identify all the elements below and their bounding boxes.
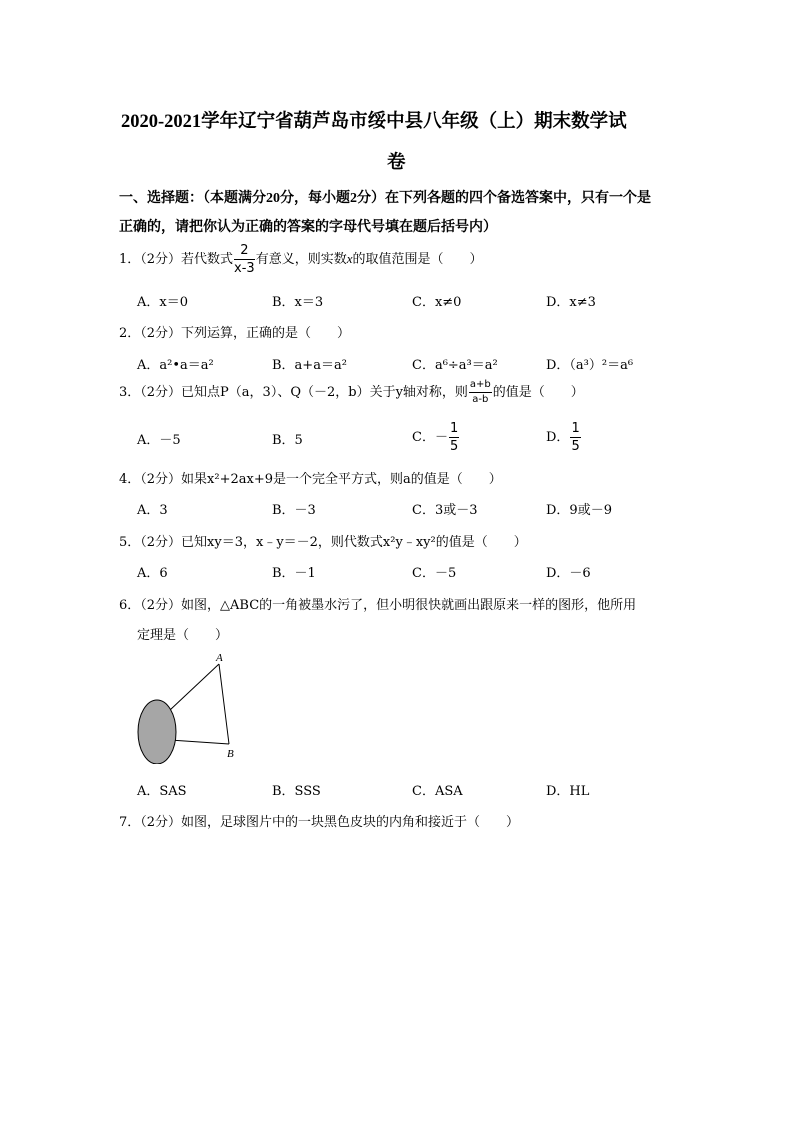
question-1 bbox=[119, 244, 483, 275]
question-4: 4．（2分）如果x²+2ax+9是一个完全平方式，则a的值是（ ） bbox=[119, 472, 502, 487]
q2-option-c[interactable]: C．a⁶÷a³＝a² bbox=[412, 358, 498, 373]
q3-option-d-label: D． bbox=[546, 430, 570, 445]
q1-option-d[interactable]: D．x≠3 bbox=[546, 295, 596, 310]
q4-option-a[interactable]: A．3 bbox=[137, 503, 168, 518]
q3-option-c-fraction bbox=[449, 422, 459, 453]
q6-option-a[interactable]: A．SAS bbox=[137, 784, 187, 799]
fraction-numerator: a+b bbox=[469, 380, 492, 393]
vertex-a-label: A bbox=[216, 652, 223, 664]
q1-option-b[interactable]: B．x＝3 bbox=[272, 295, 324, 310]
question-3-body: P（a，3）、Q（－2，b）关于y轴对称，则 bbox=[220, 385, 468, 400]
side-a-edge bbox=[170, 664, 219, 710]
vertex-b-label: B bbox=[227, 748, 234, 760]
q1-option-a[interactable]: A．x＝0 bbox=[137, 295, 188, 310]
q3-option-c-label: C．－ bbox=[412, 430, 448, 445]
q2-option-b[interactable]: B．a+a＝a² bbox=[272, 358, 347, 373]
q4-option-c[interactable]: C．3或－3 bbox=[412, 503, 478, 518]
q3-option-d-fraction bbox=[570, 422, 580, 453]
fraction-denominator: a-b bbox=[472, 394, 489, 405]
question-2: 2．（2分）下列运算，正确的是（ ） bbox=[119, 326, 351, 341]
question-1-after: 有意义，则实数 bbox=[255, 252, 347, 267]
fraction-denominator: 5 bbox=[449, 439, 459, 454]
side-b-edge bbox=[170, 740, 229, 744]
ink-blot bbox=[138, 700, 176, 764]
section-heading-line2: 正确的，请把你认为正确的答案的字母代号填在题后括号内） bbox=[119, 220, 497, 235]
question-1-fraction bbox=[234, 244, 255, 275]
fraction-numerator: 1 bbox=[449, 421, 459, 436]
fraction-denominator: 5 bbox=[571, 439, 580, 454]
q4-option-b[interactable]: B．－3 bbox=[272, 503, 316, 518]
question-6-line2: 定理是（ ） bbox=[137, 628, 229, 643]
q6-option-c[interactable]: C．ASA bbox=[412, 784, 463, 799]
question-3-lead: 3．（2分）已知点 bbox=[119, 385, 221, 400]
q3-option-c[interactable] bbox=[412, 422, 460, 453]
fraction-numerator: 2 bbox=[234, 244, 255, 260]
q2-option-d[interactable]: D．（a³）²＝a⁶ bbox=[546, 358, 634, 373]
q5-option-a[interactable]: A．6 bbox=[137, 566, 168, 581]
side-ab bbox=[219, 664, 229, 744]
fraction-numerator: 1 bbox=[571, 421, 580, 436]
question-1-var: x bbox=[346, 251, 353, 266]
q3-option-b[interactable]: B．5 bbox=[272, 433, 303, 448]
q3-option-d[interactable] bbox=[546, 422, 582, 453]
question-5: 5．（2分）已知xy＝3，x﹣y＝－2，则代数式x²y﹣xy²的值是（ ） bbox=[119, 535, 527, 550]
q6-option-d[interactable]: D．HL bbox=[546, 784, 590, 799]
question-3-tail: 的值是（ ） bbox=[492, 385, 584, 400]
q5-option-d[interactable]: D．－6 bbox=[546, 566, 591, 581]
q5-option-c[interactable]: C．－5 bbox=[412, 566, 457, 581]
q2-option-a[interactable]: A．a²•a＝a² bbox=[137, 358, 214, 373]
q5-option-b[interactable]: B．－1 bbox=[272, 566, 316, 581]
page-title-line2: 卷 bbox=[387, 153, 406, 173]
question-1-tail: 的取值范围是（ ） bbox=[352, 252, 483, 267]
question-7: 7．（2分）如图，足球图片中的一块黑色皮块的内角和接近于（ ） bbox=[119, 815, 520, 830]
q1-option-c[interactable]: C．x≠0 bbox=[412, 295, 462, 310]
fraction-denominator: x-3 bbox=[234, 261, 255, 276]
question-1-lead: 1．（2分）若代数式 bbox=[119, 252, 234, 267]
q6-option-b[interactable]: B．SSS bbox=[272, 784, 321, 799]
question-6-line1: 6．（2分）如图，△ABC的一角被墨水污了，但小明很快就画出跟原来一样的图形，他所用 bbox=[119, 598, 637, 613]
q4-option-d[interactable]: D．9或－9 bbox=[546, 503, 612, 518]
question-3 bbox=[119, 380, 584, 405]
q3-option-a[interactable]: A．－5 bbox=[137, 433, 181, 448]
page-title-line1: 2020-2021学年辽宁省葫芦岛市绥中县八年级（上）期末数学试 bbox=[121, 112, 627, 132]
question-3-fraction bbox=[469, 380, 492, 405]
section-heading-line1: 一、选择题：（本题满分20分，每小题2分）在下列各题的四个备选答案中，只有一个是 bbox=[119, 191, 651, 206]
triangle-diagram bbox=[130, 648, 250, 764]
